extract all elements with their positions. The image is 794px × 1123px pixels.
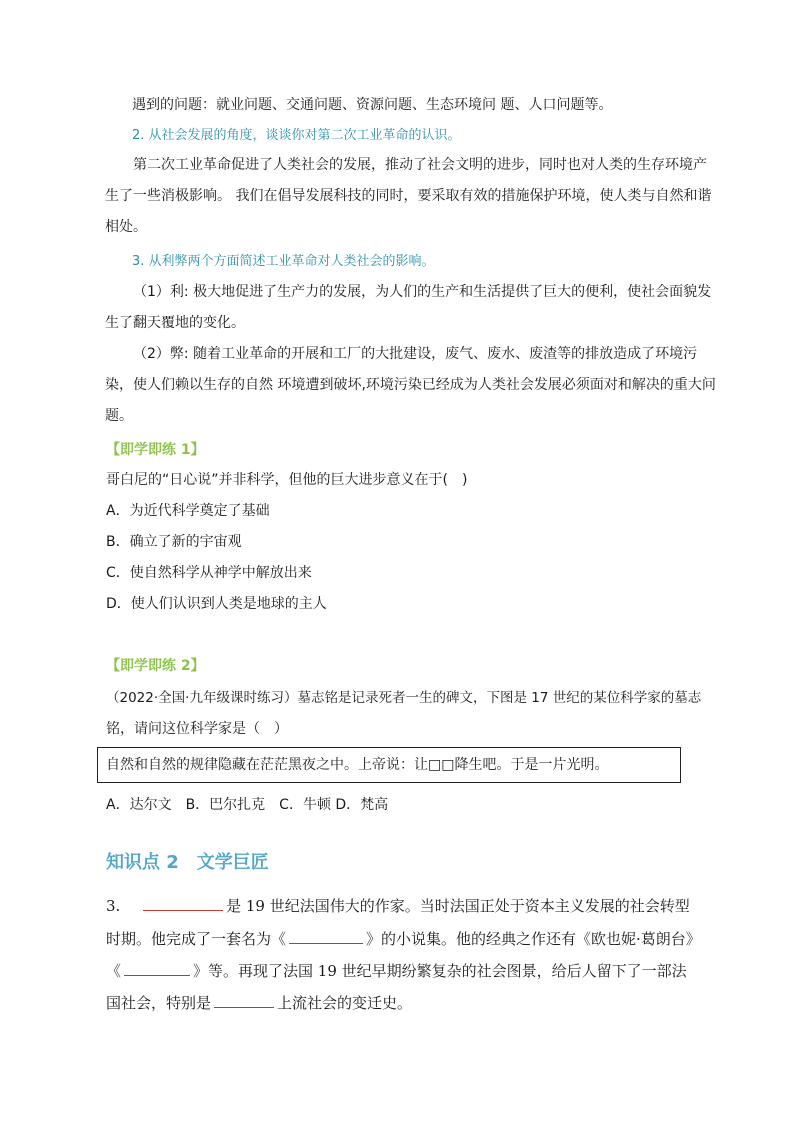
blank-novel[interactable] — [124, 959, 190, 976]
practice-1-stem: 哥白尼的“日心说”并非科学，但他的巨大进步意义在于( ) — [106, 472, 468, 488]
blank-author[interactable] — [143, 894, 223, 911]
knowledge-point-title: 文学巨匠 — [196, 852, 269, 873]
fill-blank-text: 《 — [106, 962, 122, 980]
fill-blank-text: 国社会，特别是 — [106, 994, 212, 1012]
epitaph-quote-box: 自然和自然的规律隐藏在茫茫黑夜之中。上帝说：让□□降生吧。于是一片光明。 — [97, 747, 681, 783]
fill-blank-text: 上流社会的变迁史。 — [277, 994, 413, 1012]
fill-blank-text: 》等。再现了法国 19 世纪早期纷繁复杂的社会图景，给后人留下了一部法 — [193, 962, 687, 980]
knowledge-point-label: 知识点 2 — [106, 852, 179, 873]
fill-blank-line-1 — [106, 890, 756, 923]
option-b: B．确立了新的宇宙观 — [106, 534, 242, 550]
blank-collection[interactable] — [289, 927, 363, 944]
fill-blank-line-4 — [106, 987, 756, 1020]
answer-2: 第二次工业革命促进了人类社会的发展，推动了社会文明的进步，同时也对人类的生存环境产生了一些消极影响。 我们在倡导发展科技的同时，要采取有效的措施保护环境，使人类与自然和谐相处。 — [105, 157, 712, 235]
answer-line: 遇到的问题：就业问题、交通问题、资源问题、生态环境问 题、人口问题等。 — [132, 97, 613, 113]
fill-blank-line-3 — [106, 955, 756, 988]
option-c: C．使自然科学从神学中解放出来 — [106, 565, 312, 581]
fill-blank-line-2 — [106, 923, 756, 956]
question-3: 3. 从利弊两个方面简述工业革命对人类社会的影响。 — [132, 254, 435, 269]
fill-blank-text: 是 19 世纪法国伟大的作家。当时法国正处于资本主义发展的社会转型 — [226, 897, 690, 915]
answer-3-con: （2）弊: 随着工业革命的开展和工厂的大批建设，废气、废水、废渣等的排放造成了环境污染，使人们赖以生存的自然 环境遭到破坏,环境污染已经成为人类社会发展必须面对和解决的重大问题。 — [105, 346, 716, 424]
option-d: D．使人们认识到人类是地球的主人 — [106, 596, 327, 612]
practice-2-stem-line1: （2022·全国·九年级课时练习）墓志铭是记录死者一生的碑文，下图是 17 世纪的某位科学家的墓志 — [106, 690, 702, 706]
practice-2-stem-line2: 铭，请问这位科学家是（ ） — [106, 721, 288, 737]
fill-blank-text: 》的小说集。他的经典之作还有《欧也妮·葛朗台》 — [366, 930, 701, 948]
practice-2-options: A．达尔文 B．巴尔扎克 C．牛顿 D．梵高 — [106, 797, 389, 813]
blank-class[interactable] — [214, 991, 274, 1008]
question-2: 2. 从社会发展的角度，谈谈你对第二次工业革命的认识。 — [132, 128, 461, 143]
fill-blank-number: 3. — [106, 897, 121, 915]
option-a: A．为近代科学奠定了基础 — [106, 503, 270, 519]
practice-1-heading: 【即学即练 1】 — [106, 442, 205, 458]
answer-3-pro: （1）利: 极大地促进了生产力的发展，为人们的生产和生活提供了巨大的便利，使社会面貌发生了翻天覆地的变化。 — [105, 284, 712, 331]
fill-blank-text: 时期。他完成了一套名为《 — [106, 930, 287, 948]
practice-2-heading: 【即学即练 2】 — [106, 658, 205, 674]
knowledge-point-heading — [106, 848, 287, 874]
